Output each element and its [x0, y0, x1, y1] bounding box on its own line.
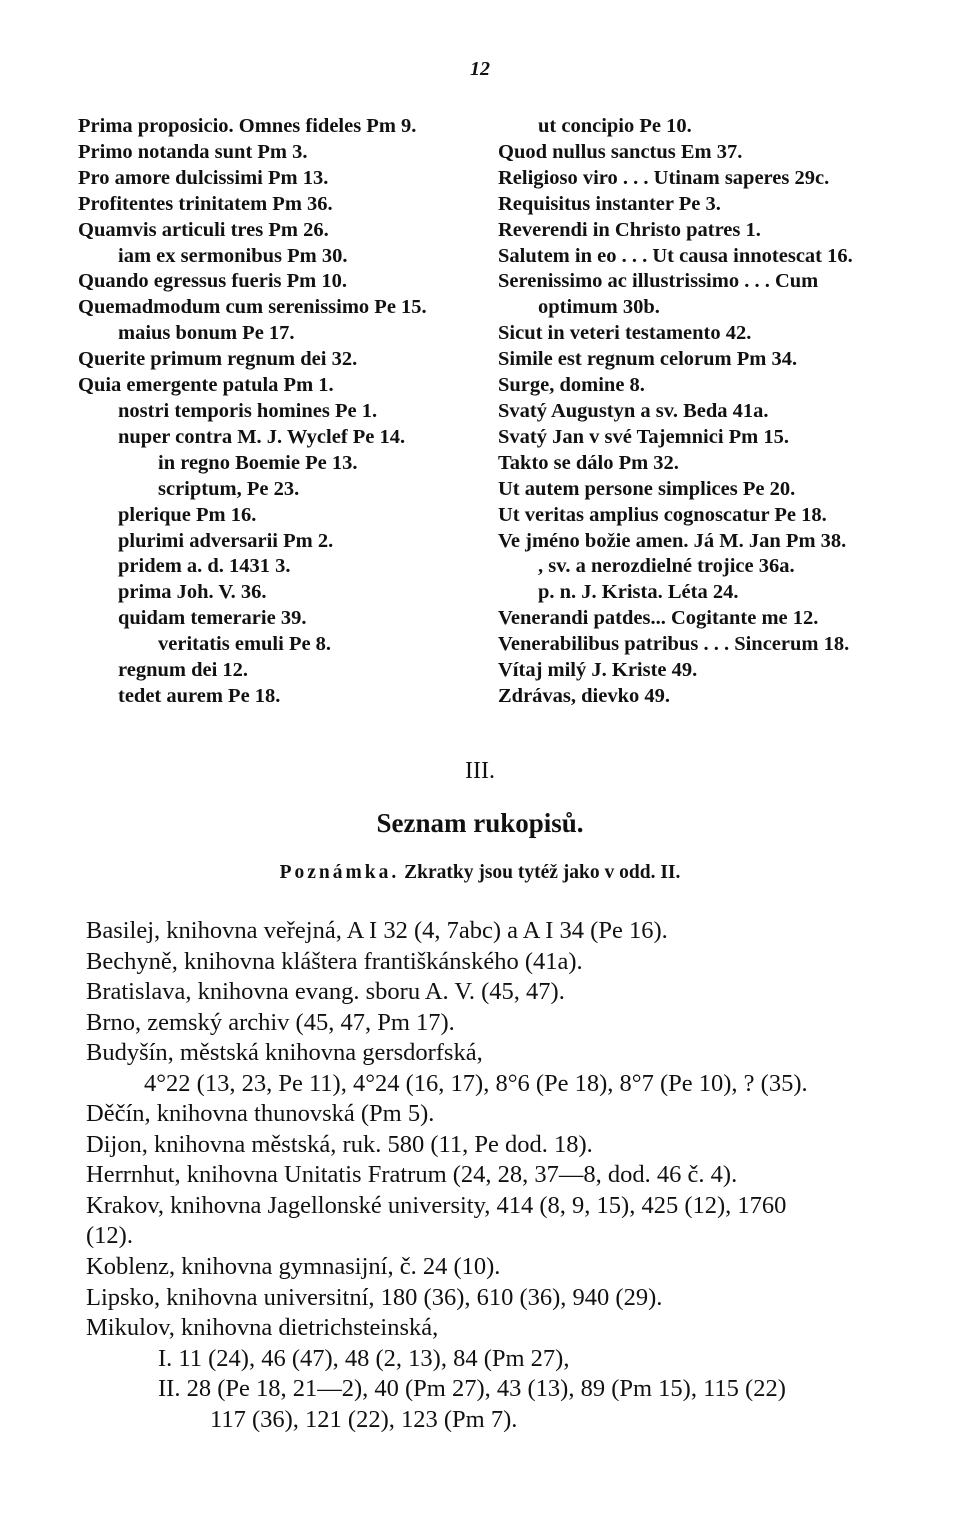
- page-number: 12: [470, 58, 490, 80]
- index-entry: Requisitus instanter Pe 3.: [498, 192, 721, 215]
- index-entry: regnum dei 12.: [118, 659, 249, 682]
- manuscript-entry: Lipsko, knihovna universitní, 180 (36), 610 (36), 940 (29).: [86, 1283, 663, 1311]
- manuscript-entry: Herrnhut, knihovna Unitatis Fratrum (24, 28, 37—8, dod. 46 č. 4).: [86, 1161, 738, 1189]
- manuscript-list: [86, 916, 916, 1435]
- index-entry: Quod nullus sanctus Em 37.: [498, 140, 743, 163]
- index-entry: Religioso viro . . . Utinam saperes 29c.: [498, 166, 830, 189]
- index-entry: Salutem in eo . . . Ut causa innotescat 16.: [498, 244, 853, 267]
- manuscript-entry: II. 28 (Pe 18, 21—2), 40 (Pm 27), 43 (13), 89 (Pm 15), 115 (22): [158, 1375, 786, 1403]
- index-entry: Profitentes trinitatem Pm 36.: [78, 192, 333, 215]
- manuscript-entry: Basilej, knihovna veřejná, A I 32 (4, 7abc) a A I 34 (Pe 16).: [86, 917, 668, 944]
- manuscript-entry: Koblenz, knihovna gymnasijní, č. 24 (10).: [86, 1253, 501, 1281]
- index-entry: plurimi adversarii Pm 2.: [118, 529, 334, 552]
- index-entry: tedet aurem Pe 18.: [118, 684, 281, 707]
- manuscript-entry: Dijon, knihovna městská, ruk. 580 (11, Pe dod. 18).: [86, 1130, 593, 1158]
- index-column-left: [78, 114, 478, 710]
- index-entry: prima Joh. V. 36.: [118, 581, 267, 604]
- index-column-right: [498, 114, 893, 710]
- index-entry: Simile est regnum celorum Pm 34.: [498, 348, 798, 371]
- index-entry: scriptum, Pe 23.: [158, 477, 300, 500]
- manuscript-entry: (12).: [86, 1222, 133, 1250]
- index-entry: Quando egressus fueris Pm 10.: [78, 270, 347, 293]
- note-text: Zkratky jsou tytéž jako v odd. II.: [404, 862, 681, 883]
- manuscript-entry: Bechyně, knihovna kláštera františkánského (41a).: [86, 947, 583, 975]
- manuscript-entry: Krakov, knihovna Jagellonské university, 414 (8, 9, 15), 425 (12), 1760: [86, 1191, 787, 1219]
- manuscript-entry: 4°22 (13, 23, Pe 11), 4°24 (16, 17), 8°6 (Pe 18), 8°7 (Pe 10), ? (35).: [144, 1069, 808, 1097]
- index-entry: Primo notanda sunt Pm 3.: [78, 140, 308, 163]
- index-entry: ut concipio Pe 10.: [538, 115, 692, 137]
- index-entry: Quia emergente patula Pm 1.: [78, 374, 334, 397]
- index-entry: Reverendi in Christo patres 1.: [498, 218, 761, 241]
- index-entry: nostri temporis homines Pe 1.: [118, 399, 378, 422]
- index-entry: iam ex sermonibus Pm 30.: [118, 244, 348, 267]
- section-note: [0, 862, 960, 884]
- section-title: Seznam rukopisů.: [376, 808, 584, 838]
- index-entry: Quamvis articuli tres Pm 26.: [78, 218, 329, 241]
- manuscript-entry: Děčín, knihovna thunovská (Pm 5).: [86, 1100, 435, 1128]
- manuscript-entry: Budyšín, městská knihovna gersdorfská,: [86, 1039, 483, 1067]
- index-entry: maius bonum Pe 17.: [118, 322, 295, 345]
- index-entry: Venerabilibus patribus . . . Sincerum 18.: [498, 633, 850, 656]
- index-entry: quidam temerarie 39.: [118, 607, 307, 630]
- index-entry: optimum 30b.: [538, 296, 660, 319]
- index-entry: , sv. a nerozdielné trojice 36a.: [538, 555, 795, 578]
- index-entry: Vítaj milý J. Kriste 49.: [498, 659, 698, 682]
- index-entry: veritatis emuli Pe 8.: [158, 633, 332, 656]
- index-entry: pridem a. d. 1431 3.: [118, 555, 291, 578]
- index-entry: Ut veritas amplius cognoscatur Pe 18.: [498, 503, 827, 526]
- index-entry: Takto se dálo Pm 32.: [498, 451, 679, 474]
- index-entry: Prima proposicio. Omnes fideles Pm 9.: [78, 115, 417, 137]
- index-entry: Sicut in veteri testamento 42.: [498, 322, 752, 345]
- index-entry: Svatý Augustyn a sv. Beda 41a.: [498, 399, 769, 422]
- index-entry: Serenissimo ac illustrissimo . . . Cum: [498, 270, 819, 293]
- index-entry: Svatý Jan v své Tajemnici Pm 15.: [498, 425, 789, 448]
- index-entry: in regno Boemie Pe 13.: [158, 451, 358, 474]
- section-numeral: III.: [465, 758, 495, 784]
- index-entry: plerique Pm 16.: [118, 503, 257, 526]
- manuscript-entry: Brno, zemský archiv (45, 47, Pm 17).: [86, 1008, 455, 1036]
- index-entry: Venerandi patdes... Cogitante me 12.: [498, 607, 819, 630]
- note-label: Poznámka.: [279, 862, 400, 883]
- index-entry: Querite primum regnum dei 32.: [78, 348, 358, 371]
- index-entry: Zdrávas, dievko 49.: [498, 684, 670, 707]
- index-entry: Pro amore dulcissimi Pm 13.: [78, 166, 329, 189]
- manuscript-entry: 117 (36), 121 (22), 123 (Pm 7).: [210, 1405, 518, 1433]
- manuscript-entry: Mikulov, knihovna dietrichsteinská,: [86, 1314, 439, 1342]
- index-entry: p. n. J. Krista. Léta 24.: [538, 581, 739, 604]
- index-entry: Ve jméno božie amen. Já M. Jan Pm 38.: [498, 529, 847, 552]
- index-entry: Quemadmodum cum serenissimo Pe 15.: [78, 296, 427, 319]
- index-entry: Ut autem persone simplices Pe 20.: [498, 477, 796, 500]
- manuscript-entry: Bratislava, knihovna evang. sboru A. V. (45, 47).: [86, 978, 565, 1006]
- index-entry: Surge, domine 8.: [498, 374, 645, 397]
- manuscript-entry: I. 11 (24), 46 (47), 48 (2, 13), 84 (Pm 27),: [158, 1344, 570, 1372]
- index-entry: nuper contra M. J. Wyclef Pe 14.: [118, 425, 406, 448]
